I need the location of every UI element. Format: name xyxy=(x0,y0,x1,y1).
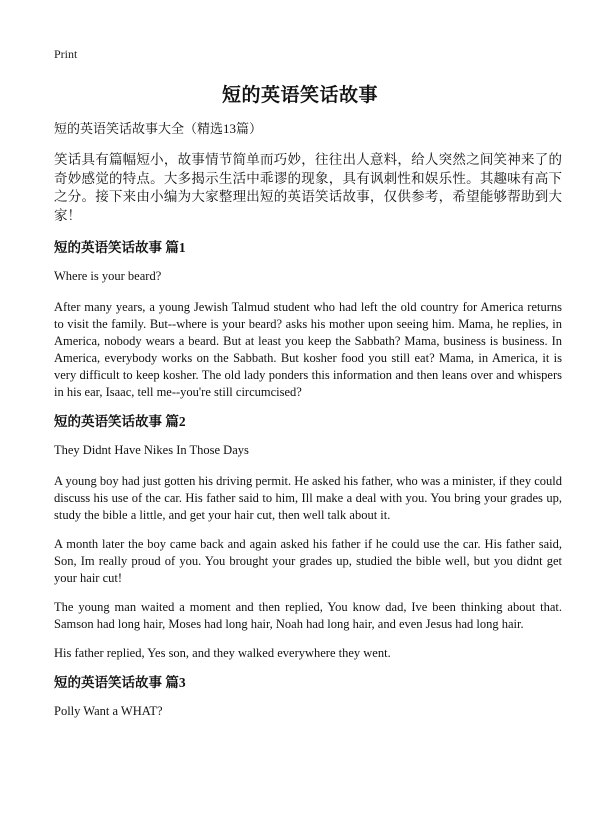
intro-paragraph: 笑话具有篇幅短小，故事情节简单而巧妙，往往出人意料，给人突然之间笑神来了的奇妙感觉的特点。大多揭示生活中乖谬的现象，具有讽刺性和娱乐性。其趣味有高下之分。接下来由小编为大家整理出短的英语笑话故事，仅供参考，希望能够帮助到大家！ xyxy=(54,152,562,223)
story-title: Polly Want a WHAT? xyxy=(54,704,163,718)
story-paragraph: A young boy had just gotten his driving permit. He asked his father, who was a minister, if they could discuss his use of the car. His father said to him, Ill make a deal with you. You bring your grades up, study the bible a little, and get your hair cut, then well talk about it. xyxy=(54,474,562,522)
print-link[interactable]: Print xyxy=(54,47,78,61)
story-title: They Didnt Have Nikes In Those Days xyxy=(54,443,249,457)
section-heading: 短的英语笑话故事 篇1 xyxy=(54,240,186,255)
story-paragraph: His father replied, Yes son, and they walked everywhere they went. xyxy=(54,646,391,660)
document-title: 短的英语笑话故事 xyxy=(221,85,378,106)
document-body xyxy=(54,120,562,734)
section-heading: 短的英语笑话故事 篇3 xyxy=(54,675,186,690)
story-paragraph: After many years, a young Jewish Talmud student who had left the old country for America returns to visit the family. But--where is your beard? asks his mother upon seeing him. Mama, he replies, in America, nobody wears a beard. But at least you keep the Sabbath? Mama, business is business. In America, everybody works on the Sabbath. But kosher food you still eat? Mama, in America, it is very difficult to keep kosher. The old lady ponders this information and then leans over and whispers in his ear, Isaac, tell me--you're still circumcised? xyxy=(54,300,562,399)
story-paragraph: A month later the boy came back and again asked his father if he could use the car. His father said, Son, Im really proud of you. You brought your grades up, studied the bible well, but you didnt get your hair cut! xyxy=(54,537,562,585)
section-heading: 短的英语笑话故事 篇2 xyxy=(54,414,186,429)
story-paragraph: The young man waited a moment and then replied, You know dad, Ive been thinking about that. Samson had long hair, Moses had long hair, Noah had long hair, and even Jesus had long hair. xyxy=(54,600,562,631)
story-title: Where is your beard? xyxy=(54,269,162,283)
document-subtitle: 短的英语笑话故事大全（精选13篇） xyxy=(54,121,263,136)
